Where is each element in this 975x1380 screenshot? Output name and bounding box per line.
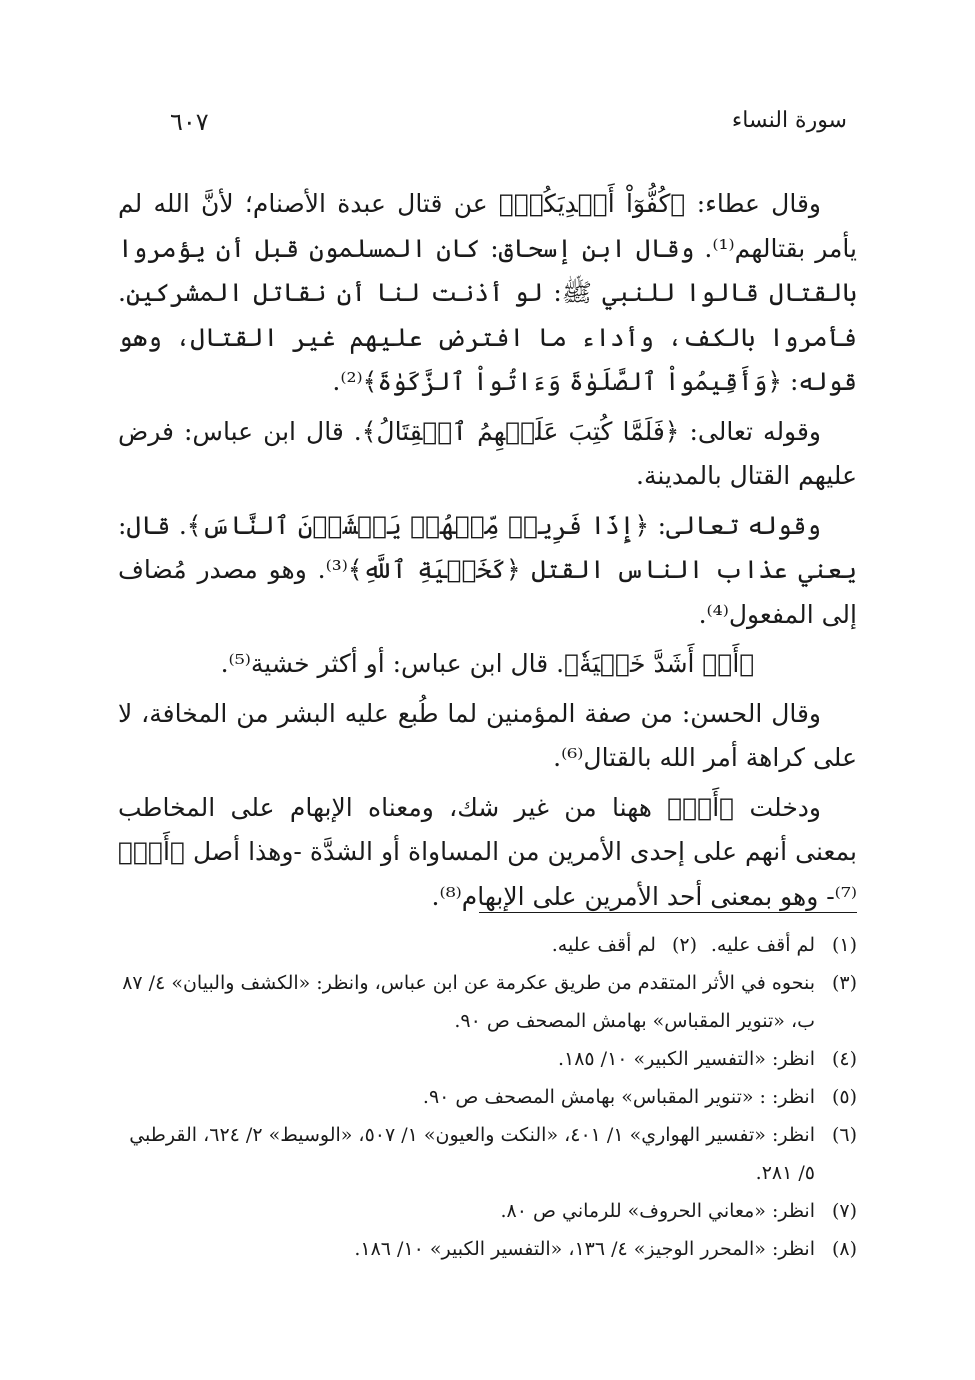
footnote-text: انظر: «تفسير الهواري» ١/ ٤٠١، «النكت والعيون» ١/ ٥٠٧، «الوسيط» ٢/ ٦٢٤، القرطبي ٥/ ٢٨١. [129, 1124, 815, 1184]
footnote-number: (٤) [831, 1048, 857, 1070]
footnote-number: (٥) [831, 1086, 857, 1108]
footnote-divider [479, 912, 857, 913]
footnote-number: (٨) [831, 1238, 857, 1260]
page-header [150, 108, 847, 148]
footnote-number: (٧) [831, 1200, 857, 1222]
paragraph-3: وقوله تعالى: ﴿إِذَا فَرِيقٞ مِّنۡهُمۡ يَخۡشَوۡنَ ٱلنَّاسَ﴾. قال: يعني عذاب الناس القتل ﴿كَخَشۡيَةِ ٱللَّهِ﴾⁽³⁾. وهو مصدر مُضاف إلى المفعول⁽⁴⁾. [118, 510, 858, 629]
footnote-text: انظر: «معاني الحروف» للرماني ص ٨٠. [500, 1200, 815, 1222]
footnote-text: لم أقف عليه. [710, 934, 815, 956]
running-title: سورة النساء [731, 108, 847, 133]
footnote-text: انظر: : «تنوير المقباس» بهامش المصحف ص ٩٠. [422, 1086, 815, 1108]
footnote-6 [118, 1116, 857, 1192]
footnote-4 [118, 1040, 857, 1078]
footnote-number: (٦) [831, 1124, 857, 1146]
paragraph-1: وقال عطاء: ﴿كُفُّوٓاْ أَيۡدِيَكُمۡ﴾ عن قتال عبدة الأصنام؛ لأنَّ الله لم يأمر بقتالهم⁽¹⁾. وقال ابن إسحاق: كان المسلمون قبل أن يؤمروا بالقتال قالوا للنبي ﷺ: لو أذنت لنا أن نقاتل المشركين. فأمروا بالكف، وأداء ما افترض عليهم غير القتال، وهو قوله: ﴿وَأَقِيمُواْ ٱلصَّلَوٰةَ وَءَاتُواْ ٱلزَّكَوٰةَ﴾⁽²⁾. [118, 189, 857, 396]
footnote-number: (٢) [671, 934, 697, 956]
footnote-2 [552, 926, 697, 964]
footnote-number: (٣) [831, 972, 857, 994]
footnote-1-2 [118, 926, 857, 964]
footnote-3 [118, 964, 857, 1040]
paragraph-6: ودخلت ﴿أَوۡ﴾ ههنا من غير شك، ومعناه الإبهام على المخاطب بمعنى أنهم على إحدى الأمرين من المساواة أو الشدَّة -وهذا أصل ﴿أَوۡ﴾⁽⁷⁾- وهو بمعنى أحد الأمرين على الإبهام⁽⁸⁾. [118, 792, 857, 911]
footnote-text: بنحوه في الأثر المتقدم من طريق عكرمة عن ابن عباس، وانظر: «الكشف والبيان» ٤/ ٨٧ ب، «تنوير المقباس» بهامش المصحف ص ٩٠. [122, 972, 815, 1032]
main-text [118, 182, 857, 919]
footnote-number: (١) [831, 934, 857, 956]
footnote-7 [118, 1192, 857, 1230]
paragraph-4: ﴿أَوۡ أَشَدَّ خَشۡيَةٗ﴾. قال ابن عباس: أو أكثر خشية⁽⁵⁾. [220, 649, 755, 678]
footnote-text: انظر: «المحرر الوجيز» ٤/ ١٣٦، «التفسير الكبير» ١٠/ ١٨٦. [354, 1238, 815, 1260]
paragraph-2: وقوله تعالى: ﴿فَلَمَّا كُتِبَ عَلَيۡهِمُ ٱلۡقِتَالُ﴾. قال ابن عباس: فرض عليهم القتال بالمدينة. [118, 416, 857, 490]
footnote-text: انظر: «التفسير الكبير» ١٠/ ١٨٥. [557, 1048, 815, 1070]
footnote-5 [118, 1078, 857, 1116]
paragraph-5: وقال الحسن: من صفة المؤمنين لما طُبع عليه البشر من المخافة، لا على كراهة أمر الله بالقتال⁽⁶⁾. [118, 698, 857, 772]
page-number: ٦٠٧ [170, 108, 209, 136]
footnote-8 [118, 1230, 857, 1268]
footnote-text: لم أقف عليه. [551, 934, 656, 956]
footnotes [118, 926, 857, 1268]
